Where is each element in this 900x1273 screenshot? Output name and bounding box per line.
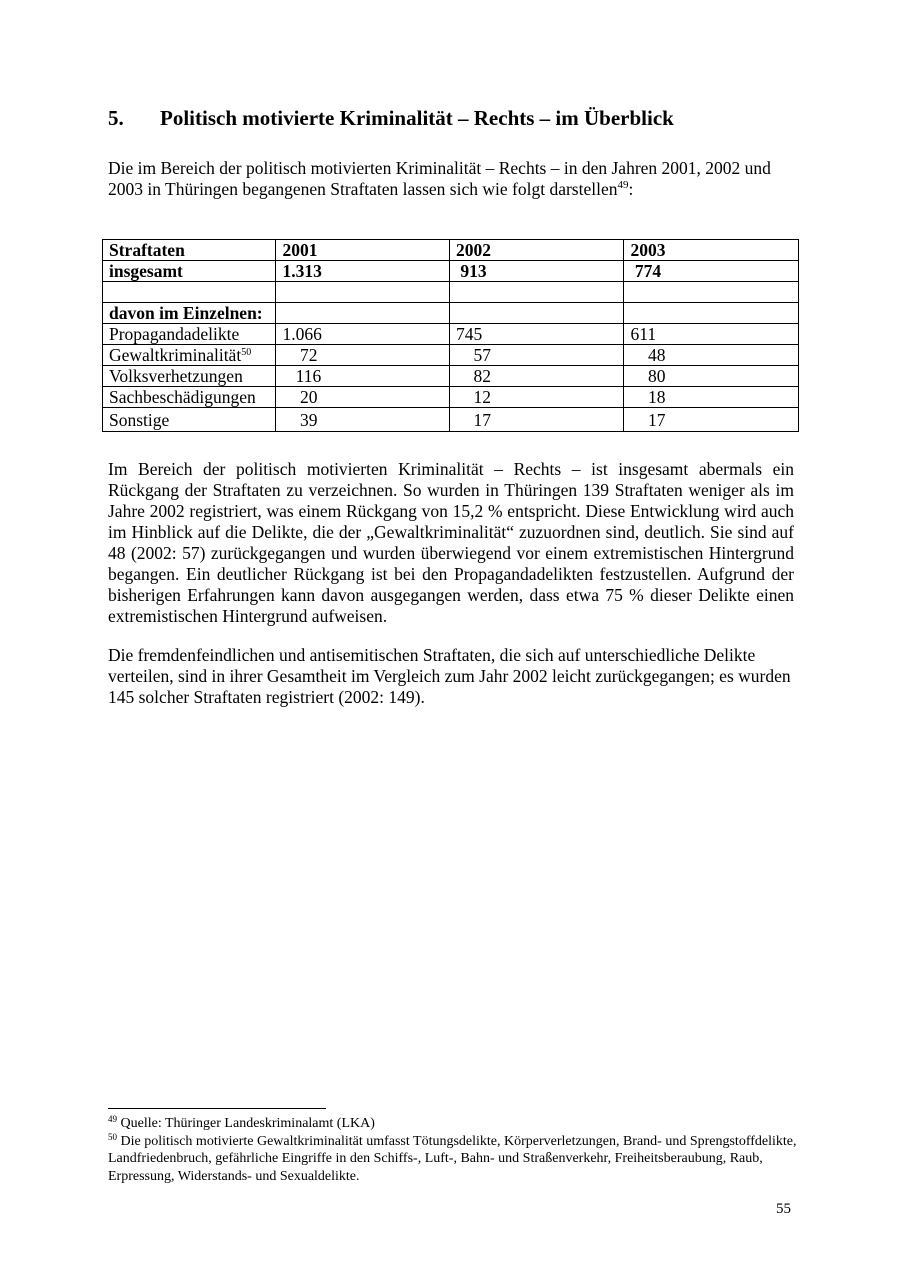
subheader-label: davon im Einzelnen:: [103, 303, 276, 324]
row-label: Sonstige: [103, 408, 276, 432]
empty-cell: [624, 282, 799, 303]
row-value-2001: 72: [276, 345, 449, 366]
table-total-row: [103, 261, 799, 282]
row-value-2003: 80: [624, 366, 799, 387]
row-value-2002: 82: [449, 366, 624, 387]
footnote-separator: [108, 1108, 326, 1109]
footnote-50: [108, 1133, 798, 1186]
empty-cell: [449, 303, 624, 324]
footnote-text: Die politisch motivierte Gewaltkriminalität umfasst Tötungsdelikte, Körperverletzungen, Brand- und Sprengstoffdelikte, Landfriedenbruch, gefährliche Eingriffe in den Schiffs-, Luft-, Bahn- und Straßenverkehr, Freiheitsberaubung, Raub, Erpressung, Widerstands- und Sexualdelikte.: [108, 1133, 797, 1184]
footnote-49: [108, 1115, 798, 1133]
row-value-2002: 745: [449, 324, 624, 345]
row-value-2003: 18: [624, 387, 799, 408]
header-cell-2001: 2001: [276, 240, 449, 261]
table-empty-row: [103, 282, 799, 303]
section-title: Politisch motivierte Kriminalität – Rechts – im Überblick: [160, 106, 674, 130]
row-value-2002: 12: [449, 387, 624, 408]
table-row: [103, 366, 799, 387]
page-number: 55: [776, 1201, 791, 1217]
table-header-row: [103, 240, 799, 261]
total-2002: 913: [449, 261, 624, 282]
intro-paragraph: [108, 158, 798, 200]
row-value-2001: 39: [276, 408, 449, 432]
footnote-number: 49: [108, 1114, 117, 1124]
empty-cell: [103, 282, 276, 303]
row-value-2003: 48: [624, 345, 799, 366]
table-row: [103, 345, 799, 366]
empty-cell: [276, 303, 449, 324]
row-value-2003: 611: [624, 324, 799, 345]
row-value-2003: 17: [624, 408, 799, 432]
empty-cell: [449, 282, 624, 303]
row-label: Propagandadelikte: [103, 324, 276, 345]
footnote-ref-49[interactable]: 49: [617, 179, 629, 191]
empty-cell: [624, 303, 799, 324]
row-value-2002: 17: [449, 408, 624, 432]
section-number: 5.: [108, 106, 124, 130]
footnote-ref-50[interactable]: 50: [241, 347, 252, 358]
total-2003: 774: [624, 261, 799, 282]
body-paragraph: Die fremdenfeindlichen und antisemitischen Straftaten, die sich auf unterschiedliche Delikte verteilen, sind in ihrer Gesamtheit im Vergleich zum Jahr 2002 leicht zurückgegangen; es wurden 145 solcher Straftaten registriert (2002: 149).: [108, 645, 791, 707]
row-value-2001: 116: [276, 366, 449, 387]
total-label: insgesamt: [103, 261, 276, 282]
row-value-2002: 57: [449, 345, 624, 366]
footnotes: [108, 1115, 798, 1185]
table-row: [103, 408, 799, 432]
footnote-text: Quelle: Thüringer Landeskriminalamt (LKA): [117, 1116, 375, 1131]
offenses-table: [102, 239, 799, 432]
empty-cell: [276, 282, 449, 303]
body-paragraph: Im Bereich der politisch motivierten Kriminalität – Rechts – ist insgesamt abermals ein Rückgang der Straftaten zu verzeichnen. So wurden in Thüringen 139 Straftaten weniger als im Jahre 2002 registriert, was einem Rückgang von 15,2 % entspricht. Diese Entwicklung wird auch im Hinblick auf die Delikte, die der „Gewaltkriminalität“ zuzuordnen sind, deutlich. Sie sind auf 48 (2002: 57) zurückgegangen und wurden überwiegend vor einem extremistischen Hintergrund begangen. Ein deutlicher Rückgang ist bei den Propagandadelikten festzustellen. Aufgrund der bisherigen Erfahrungen kann davon ausgegangen werden, dass etwa 75 % dieser Delikte einen extremistischen Hintergrund aufweisen.: [108, 459, 794, 626]
table-row: [103, 324, 799, 345]
row-label: Gewaltkriminalität$^{50}$: [103, 345, 276, 366]
section-heading: [108, 106, 674, 131]
row-label: Volksverhetzungen: [103, 366, 276, 387]
row-value-2001: 20: [276, 387, 449, 408]
header-cell-label: Straftaten: [103, 240, 276, 261]
total-2001: 1.313: [276, 261, 449, 282]
row-value-2001: 1.066: [276, 324, 449, 345]
footnote-number: 50: [108, 1131, 117, 1142]
header-cell-2003: 2003: [624, 240, 799, 261]
header-cell-2002: 2002: [449, 240, 624, 261]
intro-text: Die im Bereich der politisch motivierten Kriminalität – Rechts – in den Jahren 2001, 2002 und 2003 in Thüringen begangenen Straftaten lassen sich wie folgt darstellen: [108, 158, 771, 199]
table-row: [103, 387, 799, 408]
intro-suffix: :: [628, 179, 634, 199]
row-label: Sachbeschädigungen: [103, 387, 276, 408]
table-subheader-row: [103, 303, 799, 324]
